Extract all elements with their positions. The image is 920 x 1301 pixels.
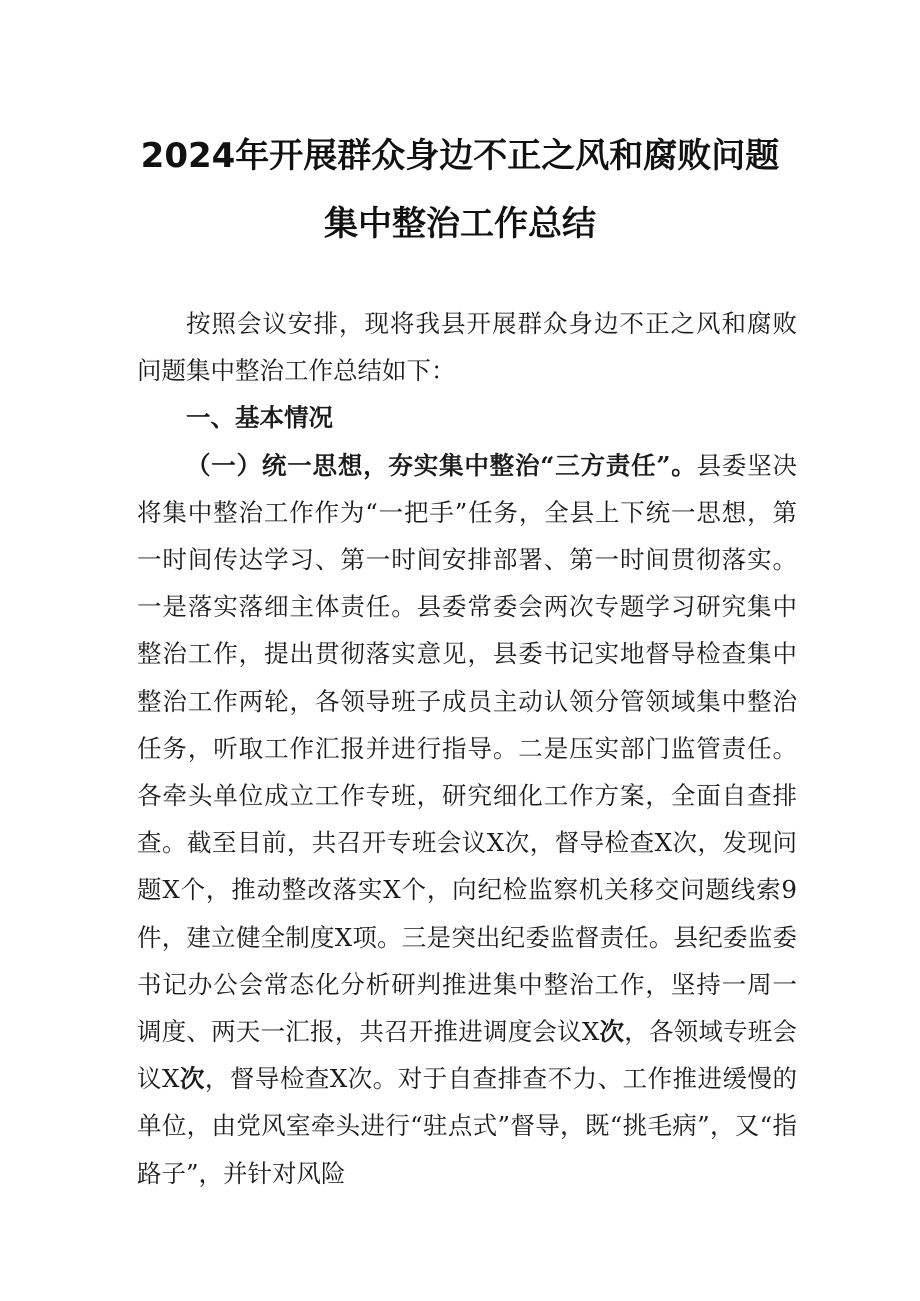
intro-paragraph: 按照会议安排，现将我县开展群众身边不正之风和腐败问题集中整治工作总结如下： [137, 309, 797, 386]
document-body [137, 300, 797, 1197]
bold-text: 次 [179, 1064, 205, 1094]
section-heading: 一、基本情况 [186, 403, 333, 433]
document-title-line-2: 集中整治工作总结 [324, 204, 596, 244]
subsection-heading: （一）统一思想，夯实集中整治“三方责任”。 [186, 450, 697, 480]
paragraph-text: ，督导检查X次。对于自查排查不力、工作推进缓慢的单位，由党风室牵头进行“驻点式”督导，既“挑毛病”，又“指路子”，并针对风险 [137, 1064, 797, 1188]
subsection-paragraph [137, 442, 797, 1197]
bold-text: 次 [599, 1017, 625, 1047]
document-title-line-1: 2024年开展群众身边不正之风和腐败问题 [140, 136, 780, 176]
paragraph-text: 县委坚决将集中整治工作作为“一把手”任务，全县上下统一思想，第一时间传达学习、第一时间安排部署、第一时间贯彻落实。一是落实落细主体责任。县委常委会两次专题学习研究集中整治工作，提出贯彻落实意见，县委书记实地督导检查集中整治工作两轮，各领导班子成员主动认领分管领域集中整治任务，听取工作汇报并进行指导。二是压实部门监管责任。各牵头单位成立工作专班，研究细化工作方案，全面自查排查。截至目前，共召开专班会议X次，督导检查X次，发现问题X个，推动整改落实X个，向纪检监察机关移交问题线索9件，建立健全制度X项。三是突出纪委监督责任。县纪委监委书记办公会常态化分析研判推进集中整治工作，坚持一周一调度、两天一汇报，共召开推进调度会议X [137, 450, 798, 1047]
paragraph-text: ，各领域专班会议X [137, 1017, 797, 1094]
